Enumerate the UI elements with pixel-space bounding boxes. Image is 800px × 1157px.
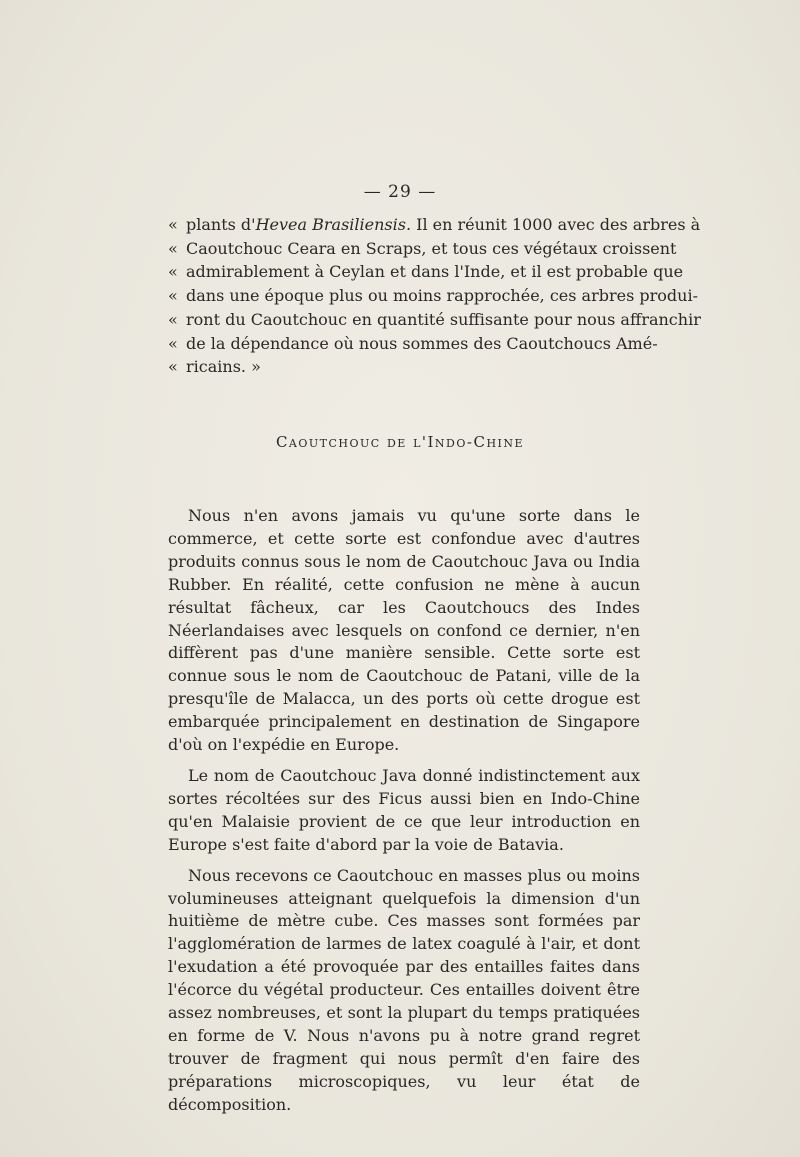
paragraph: Nous recevons ce Caoutchouc en masses plus ou moins volumineuses atteignant quelquefois la dimension d'un huitième de mètre cube. Ces masses sont formées par l'agglomération de larmes de latex coagulé à l'air, et dont l'exudation a été provoquée par des entailles faites dans l'écorce du végétal producteur. Ces entailles doivent être assez nombreuses, et sont la plupart du temps pratiquées en forme de V. Nous n'avons pu à notre grand regret trouver de fragment qui nous permît d'en faire des préparations microscopiques, vu leur état de décomposition. [168, 865, 640, 1114]
paragraph: Nous n'en avons jamais vu qu'une sorte dans le commerce, et cette sorte est confondue avec d'autres produits connus sous le nom de Caoutchouc Java ou India Rubber. En réalité, cette confusion ne mène à aucun résultat fâcheux, car les Caoutchoucs des Indes Néerlandaises avec lesquels on confond ce dernier, n'en diffèrent pas d'une manière sensible. Cette sorte est connue sous le nom de Caoutchouc de Patani, ville de la presqu'île de Malacca, un des ports où cette drogue est embarquée principalement en destination de Singapore d'où on l'expédie en Europe. [168, 506, 640, 755]
quote-line [168, 355, 640, 379]
quote-line [168, 237, 677, 261]
quote-text: Il en réunit 1000 avec des arbres à [411, 215, 701, 234]
quote-line [168, 308, 701, 332]
quote-text: dans une époque plus ou moins rapprochée, ces arbres produi- [186, 286, 698, 306]
quote-mark: « [168, 262, 178, 282]
quote-text: ricains. » [186, 357, 261, 377]
quote-line [168, 332, 658, 356]
quote-mark: « [168, 286, 178, 306]
quote-line [168, 284, 698, 308]
section-heading: Caoutchouc de l'Indo-Chine [275, 433, 525, 451]
quote-mark: « [168, 309, 178, 329]
quote-mark: « [168, 238, 178, 258]
quote-line [168, 260, 684, 284]
species-name: Hevea Brasiliensis. [255, 215, 412, 234]
quotation-block [168, 213, 701, 379]
quote-text: Caoutchouc Ceara en Scraps, et tous ces végétaux croissent [186, 238, 677, 258]
quote-mark: « [168, 357, 178, 377]
quote-text: admirablement à Ceylan et dans l'Inde, et il est probable que [186, 262, 684, 282]
quote-text: ront du Caoutchouc en quantité suffisante pour nous affranchir [186, 309, 701, 329]
quote-mark: « [168, 333, 178, 353]
body-text [168, 505, 640, 1125]
paragraph: Le nom de Caoutchouc Java donné indistinctement aux sortes récoltées sur des Ficus aussi bien en Indo-Chine qu'en Malaisie provient de ce que leur introduction en Europe s'est faite d'abord par la voie de Batavia. [168, 765, 640, 854]
quote-text: plants d' [186, 215, 256, 234]
quote-mark: « [168, 215, 178, 234]
quote-text: de la dépendance où nous sommes des Caoutchoucs Amé- [186, 333, 658, 353]
quote-line [168, 213, 701, 237]
page-number: — 29 — [363, 182, 437, 202]
